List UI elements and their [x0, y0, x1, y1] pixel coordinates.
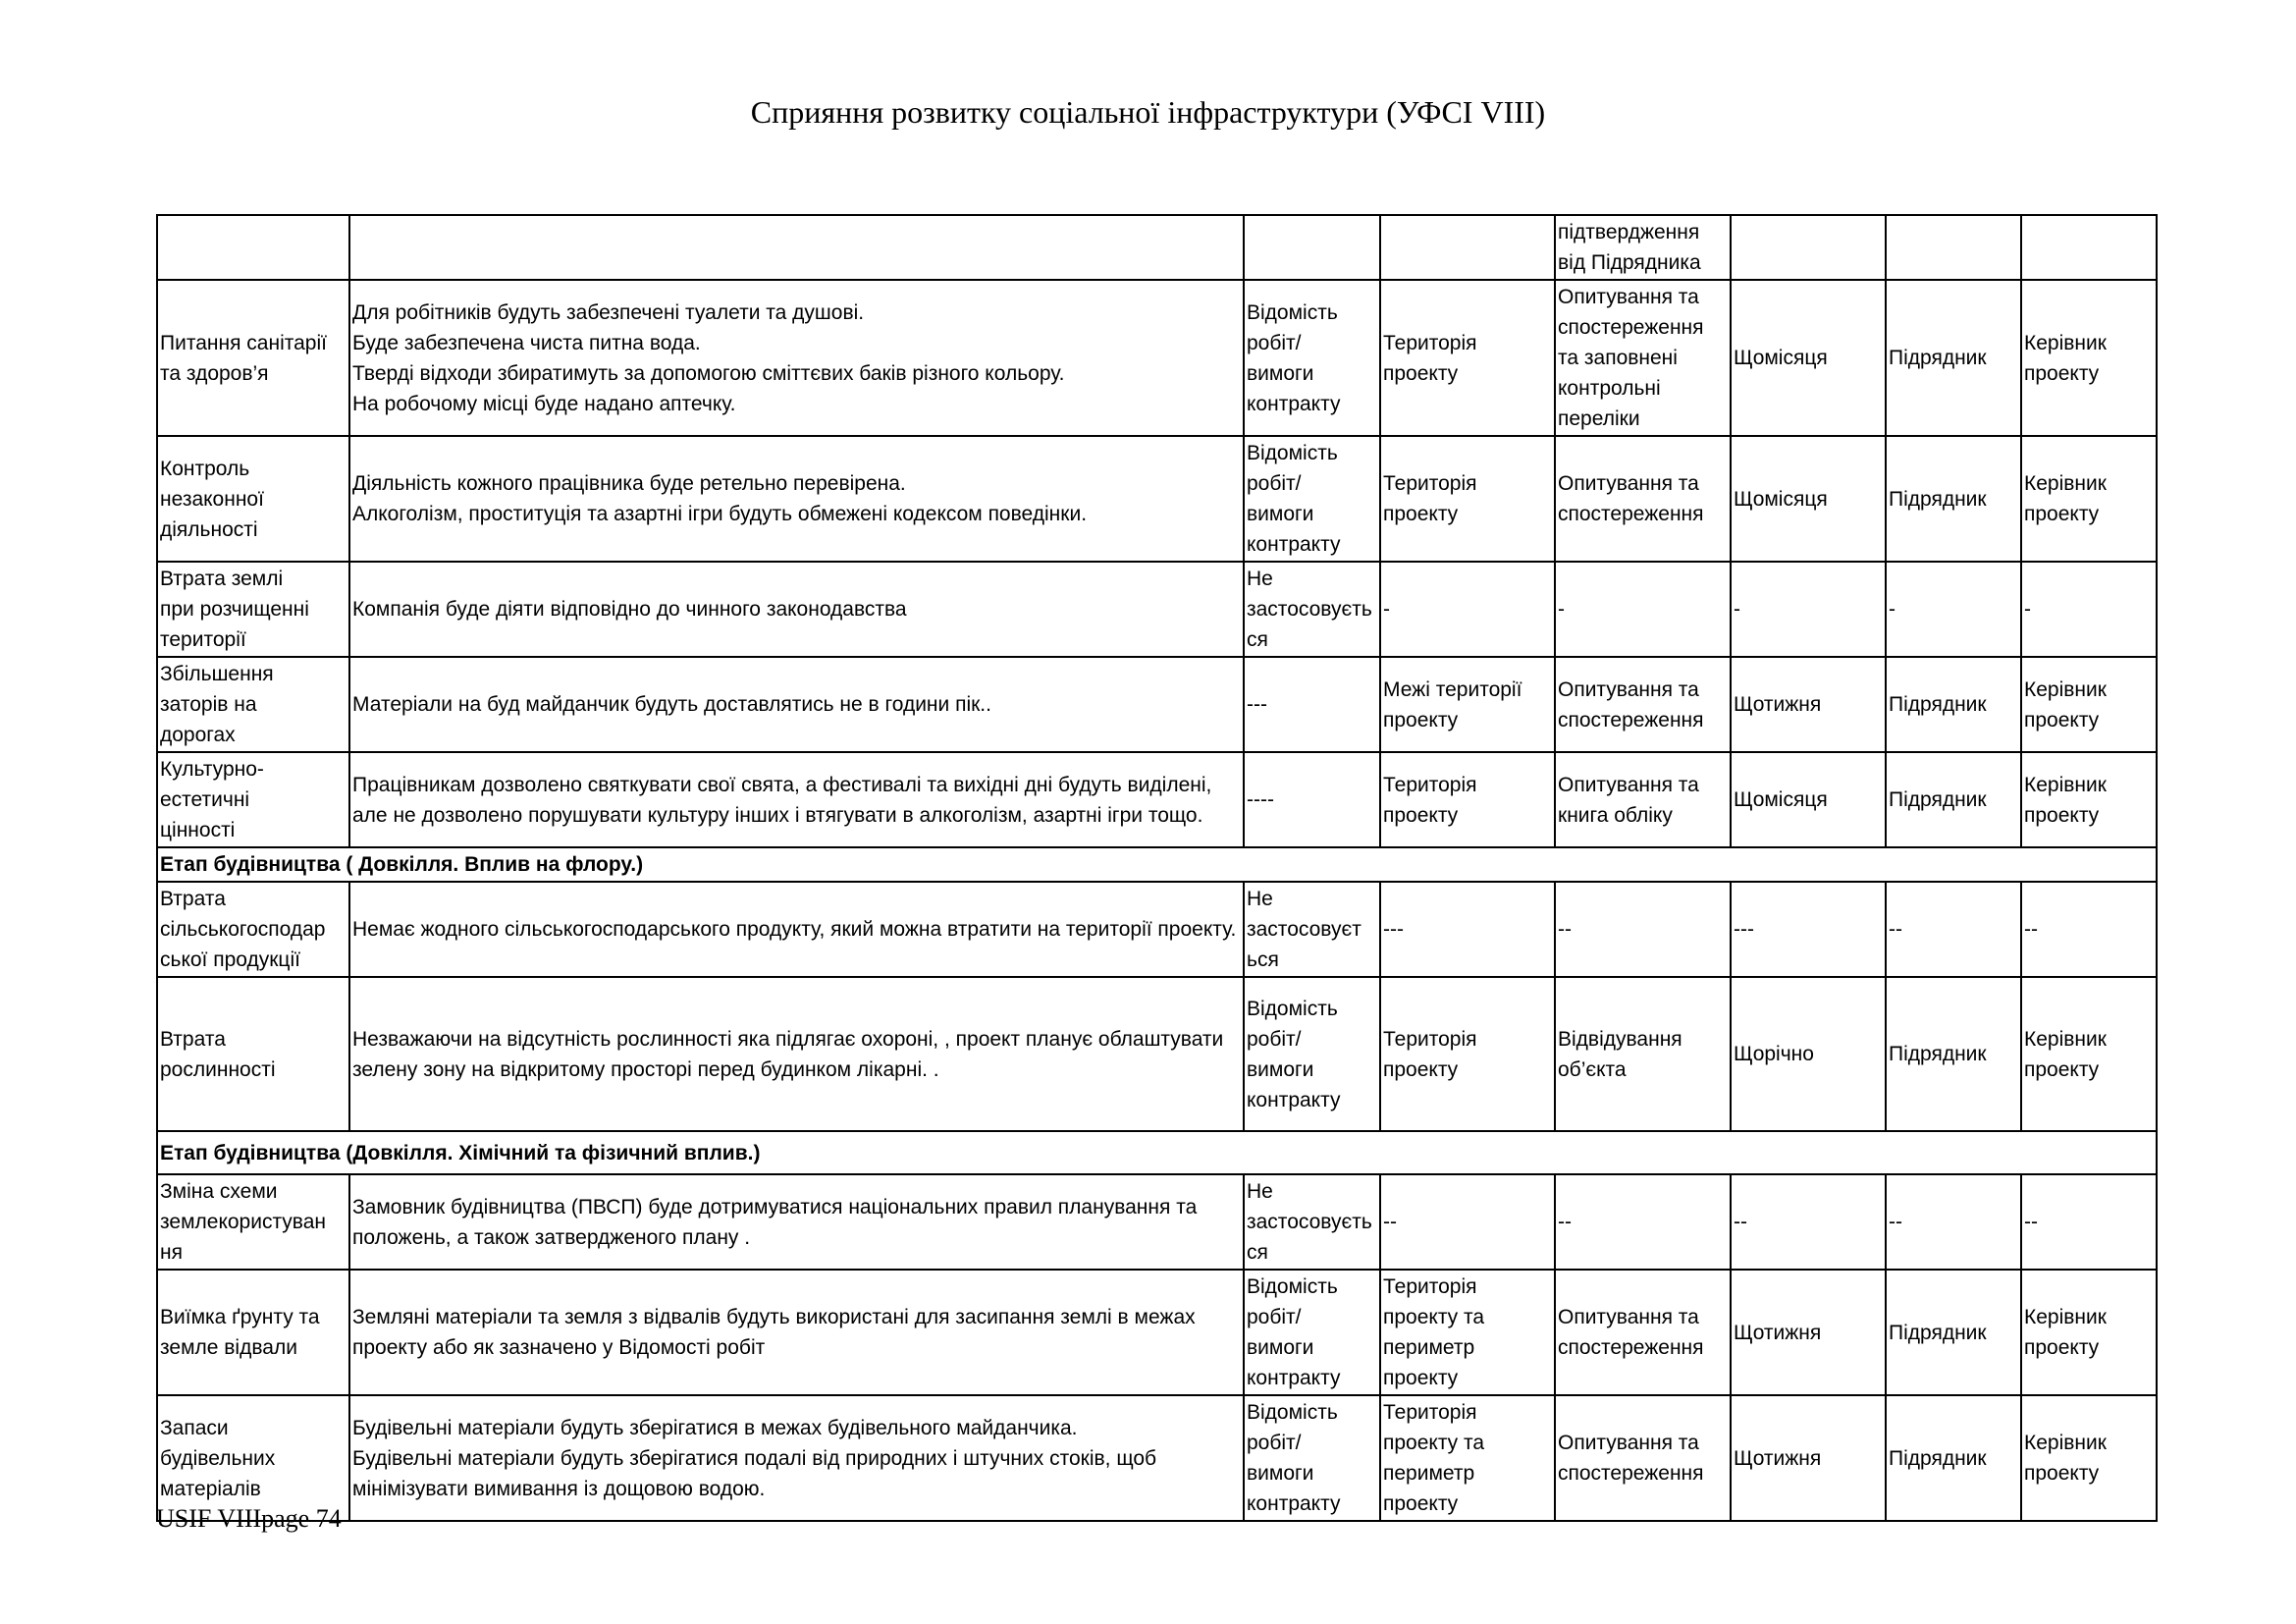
frequency-cell [1731, 215, 1886, 280]
basis-cell [1244, 215, 1380, 280]
basis-cell [1244, 280, 1380, 436]
cell-text: -- [1889, 1211, 1902, 1233]
responsible-cell [1886, 436, 2021, 562]
cell-text: Опитування та спостереження [1558, 472, 1704, 525]
cell-text: Підрядник [1889, 1043, 1987, 1065]
table-row [157, 215, 2157, 280]
cell-text: Територія проекту [1383, 331, 1477, 385]
cell-text: Матеріали на буд майданчик будуть доставлятись не в години пік.. [352, 693, 991, 716]
impact-cell [157, 1270, 349, 1395]
responsible-cell [1886, 215, 2021, 280]
location-cell [1380, 1395, 1555, 1521]
cell-text: Керівник проекту [2024, 1027, 2107, 1081]
cell-text: Працівникам дозволено святкувати свої свята, а фестивалі та вихідні дні будуть виділені, але не дозволено порушувати культуру інших і втягувати в алкоголізм, азартні ігри тощо. [352, 773, 1212, 827]
supervisor-cell [2021, 215, 2157, 280]
impact-cell [157, 280, 349, 436]
cell-text: Керівник проекту [2024, 331, 2107, 385]
cell-text: Підрядник [1889, 1446, 1987, 1470]
measure-cell [349, 1270, 1244, 1395]
basis-cell [1244, 882, 1380, 977]
cell-text: Збільшення заторів на дорогах [160, 663, 274, 746]
measure-cell [349, 215, 1244, 280]
monitoring-method-cell [1555, 752, 1731, 847]
measure-cell [349, 280, 1244, 436]
cell-text: Відомість робіт/ вимоги контракту [1247, 442, 1341, 556]
responsible-cell [1886, 562, 2021, 657]
cell-text: Культурно- естетичні цінності [160, 758, 264, 841]
cell-text: Будівельні матеріали будуть зберігатися в межах будівельного майданчика. Будівельні матеріали будуть зберігатися подалі від природних і штучних стоків, щоб мінімізувати вимивання із дощовою водою. [352, 1416, 1157, 1500]
cell-text: Опитування та спостереження [1558, 1306, 1704, 1359]
cell-text: Керівник проекту [2024, 773, 2107, 827]
supervisor-cell [2021, 1395, 2157, 1521]
frequency-cell [1731, 562, 1886, 657]
cell-text: - [1889, 598, 1896, 621]
table-row [157, 1174, 2157, 1270]
impact-cell [157, 436, 349, 562]
responsible-cell [1886, 752, 2021, 847]
location-cell [1380, 752, 1555, 847]
supervisor-cell [2021, 882, 2157, 977]
frequency-cell [1731, 1395, 1886, 1521]
measure-cell [349, 436, 1244, 562]
cell-text: Опитування та спостереження [1558, 1432, 1704, 1485]
measure-cell [349, 977, 1244, 1131]
cell-text: -- [1734, 1211, 1747, 1233]
page-footer: USIF VIIIpage 74 [156, 1504, 342, 1533]
cell-text: Не застосовуєт ься [1247, 888, 1362, 971]
table-row [157, 562, 2157, 657]
cell-text: - [1383, 598, 1390, 621]
cell-text: Підрядник [1889, 693, 1987, 716]
cell-text: Втрата землі при розчищенні території [160, 568, 309, 651]
basis-cell [1244, 1395, 1380, 1521]
cell-text: Немає жодного сільськогосподарського продукту, який можна втратити на території проекту. [352, 918, 1237, 941]
responsible-cell [1886, 280, 2021, 436]
location-cell [1380, 215, 1555, 280]
supervisor-cell [2021, 977, 2157, 1131]
monitoring-method-cell [1555, 562, 1731, 657]
cell-text: Територія проекту [1383, 773, 1477, 827]
cell-text: -- [1558, 1211, 1572, 1233]
basis-cell [1244, 562, 1380, 657]
section-title: Етап будівництва ( Довкілля. Вплив на флору.) [157, 847, 2157, 882]
supervisor-cell [2021, 1270, 2157, 1395]
monitoring-method-cell [1555, 215, 1731, 280]
location-cell [1380, 657, 1555, 752]
location-cell [1380, 1174, 1555, 1270]
cell-text: Питання санітарії та здоров’я [160, 331, 327, 385]
cell-text: Керівник проекту [2024, 677, 2107, 731]
cell-text: Керівник проекту [2024, 1432, 2107, 1485]
frequency-cell [1731, 752, 1886, 847]
monitoring-method-cell [1555, 977, 1731, 1131]
basis-cell [1244, 436, 1380, 562]
location-cell [1380, 882, 1555, 977]
impact-cell [157, 562, 349, 657]
cell-text: ---- [1247, 788, 1274, 811]
cell-text: Територія проекту та периметр проекту [1383, 1275, 1485, 1389]
cell-text: Підрядник [1889, 487, 1987, 511]
location-cell [1380, 1270, 1555, 1395]
page-title: Сприяння розвитку соціальної інфраструктури (УФСІ VIII) [750, 94, 1546, 130]
measure-cell [349, 657, 1244, 752]
cell-text: Щотижня [1734, 693, 1822, 716]
cell-text: Не застосовуєть ся [1247, 568, 1372, 651]
frequency-cell [1731, 977, 1886, 1131]
cell-text: підтвердження від Підрядника [1558, 221, 1701, 274]
measure-cell [349, 1395, 1244, 1521]
monitoring-method-cell [1555, 1270, 1731, 1395]
cell-text: --- [1383, 918, 1404, 941]
location-cell [1380, 977, 1555, 1131]
cell-text: Компанія буде діяти відповідно до чинного законодавства [352, 598, 907, 621]
location-cell [1380, 562, 1555, 657]
cell-text: Щотижня [1734, 1321, 1822, 1344]
supervisor-cell [2021, 657, 2157, 752]
cell-text: Підрядник [1889, 347, 1987, 369]
cell-text: Відомість робіт/ вимоги контракту [1247, 997, 1341, 1111]
cell-text: Щорічно [1734, 1043, 1814, 1065]
location-cell [1380, 436, 1555, 562]
impact-cell [157, 882, 349, 977]
cell-text: Запаси будівельних матеріалів [160, 1416, 276, 1500]
cell-text: Контроль незаконної діяльності [160, 457, 264, 541]
cell-text: Підрядник [1889, 788, 1987, 811]
supervisor-cell [2021, 752, 2157, 847]
cell-text: Опитування та спостереження [1558, 677, 1704, 731]
cell-text: Для робітників будуть забезпечені туалети та душові. Буде забезпечена чиста питна вода. Тверді відходи збиратимуть за допомогою сміттєвих баків різного кольору. На робочому місці буде надано аптечку. [352, 300, 1065, 415]
cell-text: --- [1247, 693, 1267, 716]
cell-text: --- [1734, 918, 1754, 941]
frequency-cell [1731, 1174, 1886, 1270]
cell-text: Підрядник [1889, 1321, 1987, 1344]
frequency-cell [1731, 1270, 1886, 1395]
impact-cell [157, 977, 349, 1131]
impact-cell [157, 215, 349, 280]
mitigation-table [156, 214, 2158, 1522]
location-cell [1380, 280, 1555, 436]
cell-text: Територія проекту [1383, 472, 1477, 525]
cell-text: Земляні матеріали та земля з відвалів будуть використані для засипання землі в межах проекту або як зазначено у Відомості робіт [352, 1306, 1196, 1359]
supervisor-cell [2021, 562, 2157, 657]
impact-cell [157, 1174, 349, 1270]
responsible-cell [1886, 1395, 2021, 1521]
basis-cell [1244, 1174, 1380, 1270]
table-row [157, 752, 2157, 847]
monitoring-method-cell [1555, 436, 1731, 562]
basis-cell [1244, 657, 1380, 752]
table-row [157, 1270, 2157, 1395]
cell-text: -- [2024, 918, 2038, 941]
responsible-cell [1886, 1174, 2021, 1270]
cell-text: Керівник проекту [2024, 472, 2107, 525]
section-header-row [157, 1131, 2157, 1174]
table-row [157, 977, 2157, 1131]
cell-text: - [1558, 598, 1565, 621]
section-header-row [157, 847, 2157, 882]
cell-text: Опитування та книга обліку [1558, 773, 1699, 827]
basis-cell [1244, 752, 1380, 847]
basis-cell [1244, 1270, 1380, 1395]
supervisor-cell [2021, 280, 2157, 436]
cell-text: -- [1558, 918, 1572, 941]
cell-text: Відомість робіт/ вимоги контракту [1247, 1275, 1341, 1389]
cell-text: Опитування та спостереження та заповнені контрольні переліки [1558, 286, 1704, 430]
cell-text: Замовник будівництва (ПВСП) буде дотримуватися національних правил планування та положень, а також затвердженого плану . [352, 1195, 1198, 1249]
basis-cell [1244, 977, 1380, 1131]
cell-text: Щомісяця [1734, 487, 1828, 511]
measure-cell [349, 882, 1244, 977]
responsible-cell [1886, 657, 2021, 752]
cell-text: -- [1383, 1211, 1397, 1233]
supervisor-cell [2021, 436, 2157, 562]
cell-text: Діяльність кожного працівника буде ретельно перевірена. Алкоголізм, проституція та азартні ігри будуть обмежені кодексом поведінки. [352, 472, 1088, 525]
table-row [157, 1395, 2157, 1521]
cell-text: Щомісяця [1734, 347, 1828, 369]
monitoring-method-cell [1555, 280, 1731, 436]
table-row [157, 882, 2157, 977]
cell-text: Виїмка ґрунту та земле відвали [160, 1306, 320, 1359]
cell-text: Територія проекту та периметр проекту [1383, 1401, 1485, 1515]
cell-text: Втрата рослинності [160, 1027, 276, 1081]
cell-text: Межі території проекту [1383, 677, 1522, 731]
frequency-cell [1731, 280, 1886, 436]
cell-text: -- [1889, 918, 1902, 941]
monitoring-method-cell [1555, 882, 1731, 977]
monitoring-method-cell [1555, 657, 1731, 752]
measure-cell [349, 752, 1244, 847]
impact-cell [157, 1395, 349, 1521]
measure-cell [349, 1174, 1244, 1270]
table-row [157, 436, 2157, 562]
cell-text: - [2024, 598, 2031, 621]
cell-text: Керівник проекту [2024, 1306, 2107, 1359]
cell-text: Зміна схеми землекористуван ня [160, 1180, 327, 1264]
cell-text: Відомість робіт/ вимоги контракту [1247, 300, 1341, 415]
impact-cell [157, 657, 349, 752]
cell-text: Незважаючи на відсутність рослинності яка підлягає охороні, , проект планує облаштувати зелену зону на відкритому просторі перед будинком лікарні. . [352, 1027, 1224, 1081]
supervisor-cell [2021, 1174, 2157, 1270]
cell-text: - [1734, 598, 1740, 621]
frequency-cell [1731, 436, 1886, 562]
responsible-cell [1886, 977, 2021, 1131]
cell-text: Щотижня [1734, 1446, 1822, 1470]
cell-text: Не застосовуєть ся [1247, 1180, 1372, 1264]
impact-cell [157, 752, 349, 847]
cell-text: Щомісяця [1734, 788, 1828, 811]
cell-text: -- [2024, 1211, 2038, 1233]
responsible-cell [1886, 1270, 2021, 1395]
cell-text: Територія проекту [1383, 1027, 1477, 1081]
cell-text: Втрата сільськогосподар ської продукції [160, 888, 326, 971]
cell-text: Відвідування об’єкта [1558, 1027, 1682, 1081]
table-row [157, 280, 2157, 436]
section-title: Етап будівництва (Довкілля. Хімічний та фізичний вплив.) [157, 1131, 2157, 1174]
table-row [157, 657, 2157, 752]
monitoring-method-cell [1555, 1395, 1731, 1521]
measure-cell [349, 562, 1244, 657]
frequency-cell [1731, 657, 1886, 752]
frequency-cell [1731, 882, 1886, 977]
monitoring-method-cell [1555, 1174, 1731, 1270]
cell-text: Відомість робіт/ вимоги контракту [1247, 1401, 1341, 1515]
responsible-cell [1886, 882, 2021, 977]
